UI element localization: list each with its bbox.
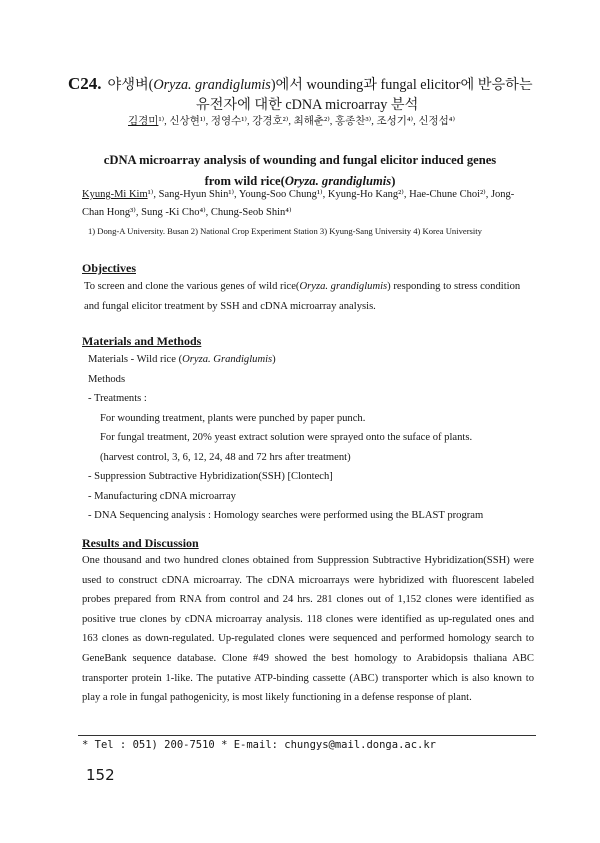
- treatments-item: - Treatments :: [88, 393, 147, 404]
- materials-line: [88, 350, 483, 370]
- english-authors: [82, 186, 522, 222]
- korean-title-species: Oryza. grandiglumis: [153, 77, 271, 93]
- korean-title-part: 야생벼(: [107, 77, 154, 93]
- results-heading: Results and Discussion: [82, 536, 199, 550]
- fungal-treatment: For fungal treatment, 20% yeast extract solution were sprayed onto the suface of plants.: [100, 432, 473, 443]
- sequencing-item: - DNA Sequencing analysis : Homology searches were performed using the BLAST program: [88, 510, 484, 521]
- english-title-species: Oryza. grandiglumis: [284, 174, 392, 188]
- english-title-part: ): [391, 174, 396, 188]
- harvest-schedule: (harvest control, 3, 6, 12, 24, 48 and 72 hrs after treatment): [100, 451, 351, 463]
- materials-text: ): [272, 354, 276, 365]
- english-title-part: from wild rice(: [204, 174, 285, 188]
- results-text: One thousand and two hundred clones obtained from Suppression Subtractive Hybridization(SSH) were used to construct cDNA microarray. The cDNA microarrays were hybridized with fluorescent labeled probes prepared from RNA from control and 24 hrs. 281 clones out of 1,152 clones were identified as positive true clones by cDNA microarray analysis. 118 clones were identified as up-regulated ones and 163 clones as down-regulated. Up-regulated clones were sequenced and performed homology search to GeneBank sequence database. Clone #49 showed the best homology to Arabidopsis thaliana ABC transporter protein 1-like. The putative ATP-binding cassette (ABC) transporter which is also known to play a role in fungal pathogenicity, is most likely functioning in a defense response of plant.: [82, 555, 534, 704]
- methods-heading: Materials and Methods: [82, 334, 202, 348]
- footnote-divider: [78, 735, 536, 736]
- korean-lead-author: 김경미: [128, 116, 159, 127]
- objectives-species: Oryza. grandiglumis: [299, 281, 388, 292]
- ssh-item: - Suppression Subtractive Hybridization(SSH) [Clontech]: [88, 471, 333, 482]
- korean-title: [68, 74, 568, 115]
- english-title-line1: cDNA microarray analysis of wounding and fungal elicitor induced genes: [103, 153, 497, 167]
- korean-title-part: )에서 wounding과 fungal elicitor에 반응하는: [270, 77, 533, 93]
- korean-title-line2: 유전자에 대한 cDNA microarray 분석: [196, 97, 419, 113]
- objectives-text: [84, 277, 530, 317]
- korean-authors: [128, 113, 455, 128]
- korean-coauthors: ¹⁾, 신상현¹⁾, 정영수¹⁾, 강경호²⁾, 최해춘²⁾, 홍종찬³⁾, 조성기⁴⁾, 신정섭⁴⁾: [158, 116, 456, 127]
- microarray-item: - Manufacturing cDNA microarray: [88, 490, 236, 502]
- wounding-treatment: For wounding treatment, plants were punched by paper punch.: [100, 412, 366, 424]
- methods-label: Methods: [88, 373, 126, 385]
- methods-block: [88, 350, 483, 526]
- english-lead-author: Kyung-Mi Kim: [82, 189, 148, 200]
- page-number: 152: [86, 766, 115, 784]
- objectives-text-part: To screen and clone the various genes of wild rice(: [84, 281, 300, 292]
- materials-text: Materials - Wild rice (: [88, 354, 183, 365]
- objectives-heading: Objectives: [82, 261, 136, 275]
- english-coauthors: ¹⁾, Sang-Hyun Shin¹⁾, Young-Soo Chung¹⁾, Kyung-Ho Kang²⁾, Hae-Chune Choi²⁾, Jong-Chan Hong³⁾, Sung -Ki Cho⁴⁾, Chung-Seob Shin⁴⁾: [82, 189, 515, 218]
- affiliations: 1) Dong-A University. Busan 2) National Crop Experiment Station 3) Kyung-Sang University 4) Korea University: [88, 226, 482, 236]
- contact-footnote: * Tel : 051) 200-7510 * E-mail: chungys@mail.donga.ac.kr: [82, 739, 437, 751]
- objectives-text-part: ) responding to stress condition and fungal elicitor treatment by SSH and cDNA microarray analysis.: [84, 281, 521, 312]
- materials-species: Oryza. Grandiglumis: [182, 354, 273, 365]
- abstract-code: C24.: [68, 74, 102, 93]
